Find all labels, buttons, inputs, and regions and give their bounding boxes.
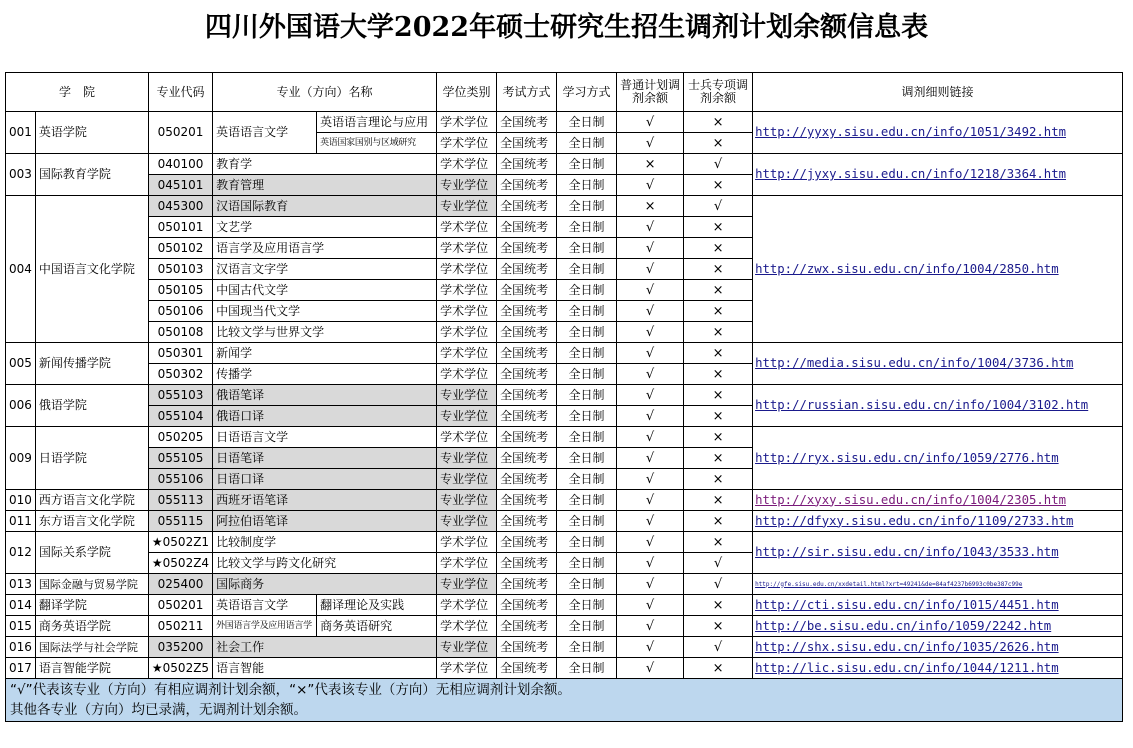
study-type: 全日制 <box>557 616 617 637</box>
major-direction: 英语语言理论与应用 <box>317 112 437 133</box>
exam-type: 全国统考 <box>497 385 557 406</box>
exam-type: 全国统考 <box>497 406 557 427</box>
college-link[interactable]: http://jyxy.sisu.edu.cn/info/1218/3364.htm <box>753 154 1123 196</box>
soldier-quota-mark: × <box>684 133 753 154</box>
study-type: 全日制 <box>557 175 617 196</box>
general-quota-mark: × <box>617 154 684 175</box>
header-soldier-quota: 士兵专项调剂余额 <box>684 73 753 112</box>
major-name: 比较制度学 <box>213 532 437 553</box>
study-type: 全日制 <box>557 490 617 511</box>
soldier-quota-mark: × <box>684 238 753 259</box>
soldier-quota-mark: × <box>684 448 753 469</box>
general-quota-mark: √ <box>617 112 684 133</box>
degree-type: 学术学位 <box>437 301 497 322</box>
major-code: ★0502Z4 <box>148 553 212 574</box>
exam-type: 全国统考 <box>497 133 557 154</box>
general-quota-mark: √ <box>617 175 684 196</box>
college-link[interactable]: http://media.sisu.edu.cn/info/1004/3736.htm <box>753 343 1123 385</box>
exam-type: 全国统考 <box>497 112 557 133</box>
college-name: 语言智能学院 <box>35 658 148 679</box>
degree-type: 专业学位 <box>437 196 497 217</box>
header-code: 专业代码 <box>148 73 212 112</box>
major-name: 英语语言文学 <box>213 595 317 616</box>
note-row <box>6 679 1123 722</box>
college-number: 015 <box>6 616 36 637</box>
major-name: 新闻学 <box>213 343 437 364</box>
major-name: 阿拉伯语笔译 <box>213 511 437 532</box>
major-direction: 英语国家国别与区域研究 <box>317 133 437 154</box>
general-quota-mark: √ <box>617 322 684 343</box>
college-name: 翻译学院 <box>35 595 148 616</box>
college-name: 国际教育学院 <box>35 154 148 196</box>
study-type: 全日制 <box>557 343 617 364</box>
table-row <box>6 196 1123 217</box>
major-name: 语言学及应用语言学 <box>213 238 437 259</box>
general-quota-mark: √ <box>617 364 684 385</box>
exam-type: 全国统考 <box>497 511 557 532</box>
major-direction: 翻译理论及实践 <box>317 595 437 616</box>
exam-type: 全国统考 <box>497 616 557 637</box>
study-type: 全日制 <box>557 154 617 175</box>
degree-type: 专业学位 <box>437 385 497 406</box>
college-number: 016 <box>6 637 36 658</box>
table-row <box>6 385 1123 406</box>
major-code: 050301 <box>148 343 212 364</box>
college-name: 西方语言文化学院 <box>35 490 148 511</box>
exam-type: 全国统考 <box>497 490 557 511</box>
degree-type: 专业学位 <box>437 511 497 532</box>
college-link[interactable]: http://yyxy.sisu.edu.cn/info/1051/3492.htm <box>753 112 1123 154</box>
soldier-quota-mark: × <box>684 658 753 679</box>
degree-type: 学术学位 <box>437 343 497 364</box>
college-link[interactable]: http://xyxy.sisu.edu.cn/info/1004/2305.htm <box>753 490 1123 511</box>
major-name: 英语语言文学 <box>213 112 317 154</box>
degree-type: 学术学位 <box>437 553 497 574</box>
college-number: 005 <box>6 343 36 385</box>
general-quota-mark: √ <box>617 637 684 658</box>
major-direction: 商务英语研究 <box>317 616 437 637</box>
general-quota-mark: √ <box>617 469 684 490</box>
major-code: 050201 <box>148 112 212 154</box>
exam-type: 全国统考 <box>497 322 557 343</box>
soldier-quota-mark: √ <box>684 574 753 595</box>
college-link[interactable]: http://cti.sisu.edu.cn/info/1015/4451.htm <box>753 595 1123 616</box>
exam-type: 全国统考 <box>497 343 557 364</box>
degree-type: 专业学位 <box>437 448 497 469</box>
exam-type: 全国统考 <box>497 301 557 322</box>
degree-type: 专业学位 <box>437 175 497 196</box>
header-link: 调剂细则链接 <box>753 73 1123 112</box>
college-number: 017 <box>6 658 36 679</box>
exam-type: 全国统考 <box>497 217 557 238</box>
major-code: 035200 <box>148 637 212 658</box>
header-row <box>6 73 1123 112</box>
soldier-quota-mark: × <box>684 511 753 532</box>
general-quota-mark: √ <box>617 259 684 280</box>
degree-type: 学术学位 <box>437 217 497 238</box>
major-name: 教育管理 <box>213 175 437 196</box>
major-name: 俄语笔译 <box>213 385 437 406</box>
study-type: 全日制 <box>557 595 617 616</box>
college-name: 东方语言文化学院 <box>35 511 148 532</box>
study-type: 全日制 <box>557 574 617 595</box>
general-quota-mark: √ <box>617 385 684 406</box>
college-number: 006 <box>6 385 36 427</box>
college-link[interactable]: http://shx.sisu.edu.cn/info/1035/2626.htm <box>753 637 1123 658</box>
exam-type: 全国统考 <box>497 154 557 175</box>
college-name: 国际关系学院 <box>35 532 148 574</box>
soldier-quota-mark: × <box>684 301 753 322</box>
college-name: 国际法学与社会学院 <box>35 637 148 658</box>
college-number: 009 <box>6 427 36 490</box>
major-name: 汉语言文字学 <box>213 259 437 280</box>
general-quota-mark: √ <box>617 490 684 511</box>
soldier-quota-mark: √ <box>684 196 753 217</box>
exam-type: 全国统考 <box>497 175 557 196</box>
study-type: 全日制 <box>557 259 617 280</box>
degree-type: 学术学位 <box>437 427 497 448</box>
major-name: 日语语言文学 <box>213 427 437 448</box>
general-quota-mark: √ <box>617 406 684 427</box>
major-code: 055106 <box>148 469 212 490</box>
major-code: 040100 <box>148 154 212 175</box>
college-name: 新闻传播学院 <box>35 343 148 385</box>
college-link[interactable]: http://zwx.sisu.edu.cn/info/1004/2850.htm <box>753 196 1123 343</box>
soldier-quota-mark: × <box>684 469 753 490</box>
soldier-quota-mark: × <box>684 280 753 301</box>
major-code: 050302 <box>148 364 212 385</box>
college-link[interactable]: http://gfe.sisu.edu.cn/xxdetail.html?xrt=49241&de=84af4237b6993c0be387c99e <box>753 574 1123 595</box>
degree-type: 学术学位 <box>437 595 497 616</box>
major-code: 045101 <box>148 175 212 196</box>
general-quota-mark: √ <box>617 448 684 469</box>
college-name: 俄语学院 <box>35 385 148 427</box>
major-code: 025400 <box>148 574 212 595</box>
soldier-quota-mark: × <box>684 427 753 448</box>
major-name: 俄语口译 <box>213 406 437 427</box>
degree-type: 学术学位 <box>437 133 497 154</box>
study-type: 全日制 <box>557 553 617 574</box>
study-type: 全日制 <box>557 301 617 322</box>
college-link[interactable]: http://lic.sisu.edu.cn/info/1044/1211.htm <box>753 658 1123 679</box>
soldier-quota-mark: × <box>684 595 753 616</box>
header-general-quota: 普通计划调剂余额 <box>617 73 684 112</box>
major-name: 中国古代文学 <box>213 280 437 301</box>
degree-type: 学术学位 <box>437 616 497 637</box>
general-quota-mark: √ <box>617 595 684 616</box>
major-code: 050101 <box>148 217 212 238</box>
study-type: 全日制 <box>557 280 617 301</box>
header-major: 专业（方向）名称 <box>213 73 437 112</box>
college-number: 013 <box>6 574 36 595</box>
study-type: 全日制 <box>557 448 617 469</box>
major-name: 传播学 <box>213 364 437 385</box>
major-code: 055103 <box>148 385 212 406</box>
adjustment-table <box>5 72 1123 722</box>
degree-type: 学术学位 <box>437 238 497 259</box>
study-type: 全日制 <box>557 469 617 490</box>
soldier-quota-mark: × <box>684 259 753 280</box>
soldier-quota-mark: × <box>684 532 753 553</box>
major-name: 比较文学与跨文化研究 <box>213 553 437 574</box>
table-row <box>6 637 1123 658</box>
exam-type: 全国统考 <box>497 469 557 490</box>
major-name: 教育学 <box>213 154 437 175</box>
major-code: 055115 <box>148 511 212 532</box>
header-college: 学 院 <box>6 73 149 112</box>
major-code: 055105 <box>148 448 212 469</box>
college-number: 012 <box>6 532 36 574</box>
soldier-quota-mark: × <box>684 406 753 427</box>
general-quota-mark: √ <box>617 553 684 574</box>
major-code: 050205 <box>148 427 212 448</box>
college-name: 英语学院 <box>35 112 148 154</box>
degree-type: 专业学位 <box>437 490 497 511</box>
study-type: 全日制 <box>557 427 617 448</box>
general-quota-mark: √ <box>617 343 684 364</box>
exam-type: 全国统考 <box>497 637 557 658</box>
degree-type: 学术学位 <box>437 532 497 553</box>
soldier-quota-mark: × <box>684 343 753 364</box>
college-link[interactable]: http://ryx.sisu.edu.cn/info/1059/2776.htm <box>753 427 1123 490</box>
header-exam: 考试方式 <box>497 73 557 112</box>
major-name: 国际商务 <box>213 574 437 595</box>
degree-type: 专业学位 <box>437 637 497 658</box>
degree-type: 学术学位 <box>437 322 497 343</box>
page-title: 四川外国语大学2022年硕士研究生招生调剂计划余额信息表 <box>204 12 929 43</box>
table-row <box>6 595 1123 616</box>
study-type: 全日制 <box>557 196 617 217</box>
general-quota-mark: √ <box>617 238 684 259</box>
major-code: 050103 <box>148 259 212 280</box>
major-name: 汉语国际教育 <box>213 196 437 217</box>
soldier-quota-mark: × <box>684 112 753 133</box>
exam-type: 全国统考 <box>497 238 557 259</box>
table-row <box>6 112 1123 133</box>
table-row <box>6 490 1123 511</box>
major-code: 045300 <box>148 196 212 217</box>
table-row <box>6 511 1123 532</box>
header-study: 学习方式 <box>557 73 617 112</box>
general-quota-mark: √ <box>617 280 684 301</box>
table-row <box>6 532 1123 553</box>
degree-type: 专业学位 <box>437 406 497 427</box>
major-name: 语言智能 <box>213 658 437 679</box>
degree-type: 专业学位 <box>437 574 497 595</box>
header-degree: 学位类别 <box>437 73 497 112</box>
general-quota-mark: √ <box>617 427 684 448</box>
general-quota-mark: √ <box>617 301 684 322</box>
college-link[interactable]: http://sir.sisu.edu.cn/info/1043/3533.htm <box>753 532 1123 574</box>
college-name: 日语学院 <box>35 427 148 490</box>
study-type: 全日制 <box>557 406 617 427</box>
major-code: 050105 <box>148 280 212 301</box>
table-row <box>6 343 1123 364</box>
study-type: 全日制 <box>557 112 617 133</box>
table-row <box>6 154 1123 175</box>
major-code: 055113 <box>148 490 212 511</box>
exam-type: 全国统考 <box>497 427 557 448</box>
general-quota-mark: √ <box>617 574 684 595</box>
soldier-quota-mark: × <box>684 217 753 238</box>
study-type: 全日制 <box>557 217 617 238</box>
study-type: 全日制 <box>557 637 617 658</box>
degree-type: 学术学位 <box>437 364 497 385</box>
major-code: 055104 <box>148 406 212 427</box>
soldier-quota-mark: √ <box>684 154 753 175</box>
college-name: 商务英语学院 <box>35 616 148 637</box>
general-quota-mark: √ <box>617 217 684 238</box>
degree-type: 学术学位 <box>437 280 497 301</box>
study-type: 全日制 <box>557 658 617 679</box>
study-type: 全日制 <box>557 511 617 532</box>
exam-type: 全国统考 <box>497 553 557 574</box>
general-quota-mark: √ <box>617 511 684 532</box>
exam-type: 全国统考 <box>497 196 557 217</box>
soldier-quota-mark: × <box>684 385 753 406</box>
general-quota-mark: √ <box>617 532 684 553</box>
major-name: 中国现当代文学 <box>213 301 437 322</box>
study-type: 全日制 <box>557 532 617 553</box>
exam-type: 全国统考 <box>497 595 557 616</box>
exam-type: 全国统考 <box>497 259 557 280</box>
soldier-quota-mark: × <box>684 616 753 637</box>
college-name: 国际金融与贸易学院 <box>35 574 148 595</box>
exam-type: 全国统考 <box>497 280 557 301</box>
college-link[interactable]: http://dfyxy.sisu.edu.cn/info/1109/2733.htm <box>753 511 1123 532</box>
footnote-line-1: “√”代表该专业（方向）有相应调剂计划余额，“×”代表该专业（方向）无相应调剂计划余额。 <box>10 682 571 698</box>
soldier-quota-mark: × <box>684 322 753 343</box>
major-name: 西班牙语笔译 <box>213 490 437 511</box>
college-number: 004 <box>6 196 36 343</box>
table-row <box>6 616 1123 637</box>
degree-type: 学术学位 <box>437 259 497 280</box>
general-quota-mark: √ <box>617 658 684 679</box>
table-row <box>6 574 1123 595</box>
degree-type: 学术学位 <box>437 658 497 679</box>
soldier-quota-mark: × <box>684 364 753 385</box>
degree-type: 学术学位 <box>437 112 497 133</box>
general-quota-mark: √ <box>617 133 684 154</box>
major-name: 社会工作 <box>213 637 437 658</box>
soldier-quota-mark: × <box>684 175 753 196</box>
major-name: 比较文学与世界文学 <box>213 322 437 343</box>
footnote <box>6 679 1123 722</box>
soldier-quota-mark: √ <box>684 553 753 574</box>
major-name: 日语口译 <box>213 469 437 490</box>
exam-type: 全国统考 <box>497 532 557 553</box>
major-name: 文艺学 <box>213 217 437 238</box>
major-code: 050201 <box>148 595 212 616</box>
major-name: 外国语言学及应用语言学 <box>213 616 317 637</box>
table-row <box>6 427 1123 448</box>
soldier-quota-mark: √ <box>684 637 753 658</box>
exam-type: 全国统考 <box>497 658 557 679</box>
general-quota-mark: √ <box>617 616 684 637</box>
major-code: 050102 <box>148 238 212 259</box>
study-type: 全日制 <box>557 322 617 343</box>
general-quota-mark: × <box>617 196 684 217</box>
degree-type: 学术学位 <box>437 154 497 175</box>
footnote-line-2: 其他各专业（方向）均已录满，无调剂计划余额。 <box>10 702 307 718</box>
college-number: 014 <box>6 595 36 616</box>
college-link[interactable]: http://be.sisu.edu.cn/info/1059/2242.htm <box>753 616 1123 637</box>
table-row <box>6 658 1123 679</box>
college-number: 010 <box>6 490 36 511</box>
major-name: 日语笔译 <box>213 448 437 469</box>
major-code: ★0502Z1 <box>148 532 212 553</box>
study-type: 全日制 <box>557 364 617 385</box>
college-number: 003 <box>6 154 36 196</box>
exam-type: 全国统考 <box>497 448 557 469</box>
degree-type: 专业学位 <box>437 469 497 490</box>
major-code: ★0502Z5 <box>148 658 212 679</box>
college-number: 011 <box>6 511 36 532</box>
college-link[interactable]: http://russian.sisu.edu.cn/info/1004/3102.htm <box>753 385 1123 427</box>
study-type: 全日制 <box>557 385 617 406</box>
exam-type: 全国统考 <box>497 574 557 595</box>
college-name: 中国语言文化学院 <box>35 196 148 343</box>
major-code: 050106 <box>148 301 212 322</box>
soldier-quota-mark: × <box>684 490 753 511</box>
exam-type: 全国统考 <box>497 364 557 385</box>
college-number: 001 <box>6 112 36 154</box>
study-type: 全日制 <box>557 238 617 259</box>
major-code: 050211 <box>148 616 212 637</box>
major-code: 050108 <box>148 322 212 343</box>
study-type: 全日制 <box>557 133 617 154</box>
